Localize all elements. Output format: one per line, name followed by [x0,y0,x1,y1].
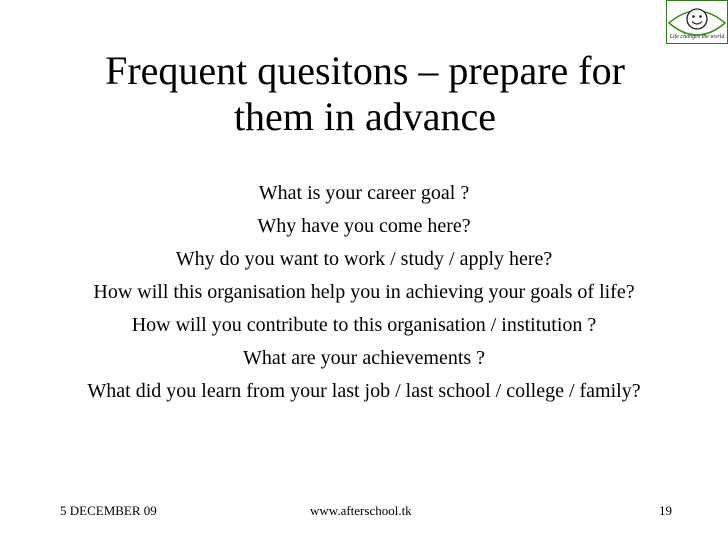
title-line-1: Frequent quesitons – prepare for [105,48,625,93]
footer-url: www.afterschool.tk [310,503,412,518]
smiley-eye-icon [667,1,727,43]
question-item: What are your achievements ? [242,347,486,369]
question-list [48,180,680,411]
question-item: What did you learn from your last job / last school / college / family? [87,380,641,402]
title-line-2: them in advance [233,94,497,139]
page-number: 19 [659,503,672,518]
question-item: How will this organisation help you in achieving your goals of life? [93,281,635,303]
question-item: What is your career goal ? [258,182,470,204]
question-item: Why do you want to work / study / apply here? [175,248,553,270]
slide-title [40,48,690,140]
question-item: Why have you come here? [257,215,471,237]
question-item: How will you contribute to this organisation / institution ? [131,314,597,336]
logo-caption: Life changes the world [669,34,725,40]
slide-footer [60,503,672,519]
footer-date: 5 DECEMBER 09 [60,503,157,518]
brand-logo [666,0,728,44]
